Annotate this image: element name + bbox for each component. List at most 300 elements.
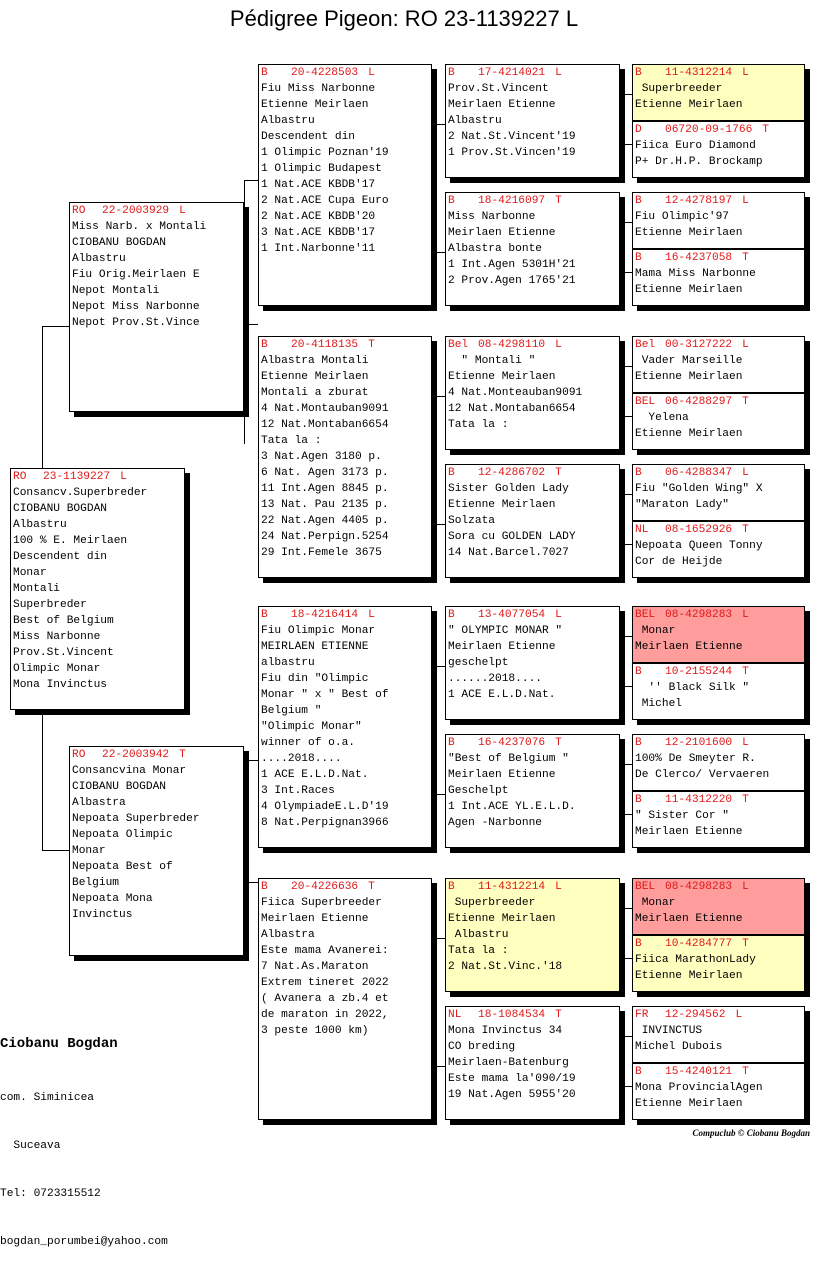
connector-line (244, 324, 245, 444)
info-line: 29 Int.Femele 3675 (261, 547, 382, 559)
country-code: B (261, 339, 268, 351)
info-line: "Olimpic Monar" (261, 721, 362, 733)
ancestor-card (632, 249, 805, 306)
info-line: 12 Nat.Montaban6654 (261, 419, 389, 431)
country-code: NL (448, 1009, 462, 1021)
sire-card (69, 202, 244, 412)
connector-line (620, 764, 632, 765)
ring-header (446, 193, 619, 209)
info-line: 1 Int.Narbonne'11 (261, 243, 376, 255)
connector-line (620, 1036, 632, 1037)
ring-number: 20-4118135 (291, 339, 359, 351)
ring-number: 18-4216097 (478, 195, 546, 207)
info-line: Albastra Montali (261, 355, 369, 367)
info-line: 22 Nat.Agen 4405 p. (261, 515, 389, 527)
country-code: B (635, 67, 642, 79)
sex-marker: T (555, 1009, 562, 1021)
info-line: MEIRLAEN ETIENNE (261, 641, 369, 653)
country-code: B (448, 609, 455, 621)
info-line: Etienne Meirlaen (635, 371, 743, 383)
great-grandparent-card (445, 1006, 620, 1120)
info-line: 2 Prov.Agen 1765'21 (448, 275, 576, 287)
info-line: Tata la : (261, 435, 322, 447)
info-line: 4 Nat.Montauban9091 (261, 403, 389, 415)
grandparent-card (258, 64, 432, 306)
ring-number: 11-4312214 (478, 881, 546, 893)
sex-marker: T (742, 396, 749, 408)
ring-header (633, 337, 804, 353)
info-line: 1 ACE E.L.D.Nat. (448, 689, 556, 701)
connector-line (42, 326, 43, 468)
ring-header (633, 465, 804, 481)
sex-marker: L (555, 881, 562, 893)
ring-header (633, 193, 804, 209)
connector-line (42, 326, 69, 327)
info-line: 2 Nat.St.Vincent'19 (448, 131, 576, 143)
ring-number: 13-4077054 (478, 609, 546, 621)
info-line: Meirlaen Etienne (261, 913, 369, 925)
connector-line (432, 938, 433, 1066)
info-line: 24 Nat.Perpign.5254 (261, 531, 389, 543)
ring-header (70, 203, 243, 219)
info-line: Consancv.Superbreder (13, 487, 148, 499)
country-code: B (635, 938, 642, 950)
sex-marker: T (742, 524, 749, 536)
ring-header (259, 337, 431, 353)
info-line: Descendent din (13, 551, 107, 563)
ring-number: 23-1139227 (43, 471, 111, 483)
owner-address-line: com. Siminicea (0, 1092, 94, 1104)
sex-marker: L (179, 205, 186, 217)
info-line: Albastru (261, 115, 315, 127)
connector-line (42, 710, 43, 850)
info-line: Prov.St.Vincent (13, 647, 114, 659)
sex-marker: T (368, 881, 375, 893)
info-line: Fiu "Golden Wing" X (635, 483, 763, 495)
info-line: Etienne Meirlaen (635, 99, 743, 111)
sex-marker: T (555, 195, 562, 207)
ring-header (633, 936, 804, 952)
info-line: Monar (635, 897, 676, 909)
info-line: Meirlaen-Batenburg (448, 1057, 569, 1069)
info-line: 13 Nat. Pau 2135 p. (261, 499, 389, 511)
country-code: B (448, 737, 455, 749)
country-code: B (635, 467, 642, 479)
ring-number: 12-294562 (665, 1009, 726, 1021)
ring-header (633, 122, 804, 138)
info-line: Prov.St.Vincent (448, 83, 549, 95)
info-line: Superbreder (13, 599, 87, 611)
ring-number: 08-4298283 (665, 881, 733, 893)
great-grandparent-card (445, 878, 620, 992)
ancestor-card (632, 393, 805, 450)
info-line: 1 Olimpic Budapest (261, 163, 382, 175)
dam-card (69, 746, 244, 956)
connector-line (620, 636, 632, 637)
info-line: Nepot Miss Narbonne (72, 301, 200, 313)
info-line: Sora cu GOLDEN LADY (448, 531, 576, 543)
ring-number: 08-4298283 (665, 609, 733, 621)
ring-header (633, 394, 804, 410)
ancestor-card (632, 1063, 805, 1120)
connector-line (620, 1086, 632, 1087)
info-line: Fiu Orig.Meirlaen E (72, 269, 200, 281)
connector-line (620, 222, 632, 223)
ring-number: 17-4214021 (478, 67, 546, 79)
sex-marker: T (742, 794, 749, 806)
ring-header (633, 607, 804, 623)
info-line: 1 Prov.St.Vincen'19 (448, 147, 576, 159)
info-line: Vader Marseille (635, 355, 743, 367)
ring-number: 12-4278197 (665, 195, 733, 207)
connector-line (620, 494, 632, 495)
info-line: Tata la : (448, 419, 509, 431)
sex-marker: L (742, 67, 749, 79)
info-line: CO breding (448, 1041, 516, 1053)
sex-marker: L (120, 471, 127, 483)
sex-marker: T (179, 749, 186, 761)
connector-line (620, 636, 621, 686)
ring-number: 12-2101600 (665, 737, 733, 749)
country-code: RO (13, 471, 27, 483)
sex-marker: T (742, 252, 749, 264)
ring-number: 12-4286702 (478, 467, 546, 479)
ring-header (633, 792, 804, 808)
sex-marker: L (555, 67, 562, 79)
info-line: Extrem tineret 2022 (261, 977, 389, 989)
info-line: Mama Miss Narbonne (635, 268, 756, 280)
sex-marker: L (742, 881, 749, 893)
connector-line (432, 666, 433, 794)
info-line: Fiu Miss Narbonne (261, 83, 376, 95)
info-line: albastru (261, 657, 315, 669)
info-line: "Best of Belgium " (448, 753, 569, 765)
sex-marker: L (742, 195, 749, 207)
connector-line (432, 794, 445, 795)
ring-header (633, 1007, 804, 1023)
great-grandparent-card (445, 64, 620, 178)
sex-marker: T (555, 737, 562, 749)
connector-line (432, 124, 433, 252)
sex-marker: L (742, 339, 749, 351)
info-line: Albastru (72, 253, 126, 265)
info-line: Belgium (72, 877, 119, 889)
country-code: B (635, 794, 642, 806)
info-line: ......2018.... (448, 673, 542, 685)
ancestor-card (632, 878, 805, 935)
ring-header (259, 879, 431, 895)
ring-number: 20-4228503 (291, 67, 359, 79)
ring-number: 11-4312214 (665, 67, 733, 79)
ring-header (446, 337, 619, 353)
info-line: 3 Int.Races (261, 785, 335, 797)
ring-header (446, 607, 619, 623)
sex-marker: L (368, 67, 375, 79)
connector-line (244, 180, 245, 240)
connector-line (620, 814, 632, 815)
country-code: B (635, 666, 642, 678)
info-line: Este mama Avanerei: (261, 945, 389, 957)
ancestor-card (632, 734, 805, 791)
country-code: FR (635, 1009, 649, 1021)
ring-number: 22-2003929 (102, 205, 170, 217)
connector-line (620, 686, 632, 687)
connector-line (620, 94, 621, 144)
info-line: 7 Nat.As.Maraton (261, 961, 369, 973)
info-line: Agen -Narbonne (448, 817, 542, 829)
info-line: Best of Belgium (13, 615, 114, 627)
info-line: Nepoata Mona (72, 893, 153, 905)
info-line: 4 OlympiadeE.L.D'19 (261, 801, 389, 813)
country-code: Bel (635, 339, 656, 351)
country-code: B (261, 609, 268, 621)
connector-line (432, 252, 445, 253)
info-line: 1 Int.Agen 5301H'21 (448, 259, 576, 271)
connector-line (432, 1066, 445, 1067)
connector-line (244, 324, 258, 325)
info-line: 12 Nat.Montaban6654 (448, 403, 576, 415)
ring-header (633, 664, 804, 680)
info-line: CIOBANU BOGDAN (72, 781, 166, 793)
connector-line (244, 822, 245, 882)
country-code: NL (635, 524, 649, 536)
ring-number: 10-2155244 (665, 666, 733, 678)
connector-line (432, 396, 433, 524)
connector-line (620, 544, 632, 545)
ring-header (70, 747, 243, 763)
great-grandparent-card (445, 734, 620, 848)
connector-line (42, 850, 69, 851)
info-line: Meirlaen Etienne (448, 227, 556, 239)
connector-line (620, 958, 632, 959)
ring-header (446, 465, 619, 481)
ring-number: 15-4240121 (665, 1066, 733, 1078)
connector-line (244, 239, 245, 240)
info-line: Albastru (448, 929, 509, 941)
info-line: Meirlaen Etienne (635, 641, 743, 653)
info-line: ( Avanera a zb.4 et (261, 993, 389, 1005)
info-line: Etienne Meirlaen (635, 227, 743, 239)
connector-line (620, 144, 632, 145)
country-code: B (448, 67, 455, 79)
info-line: 2 Nat.ACE KBDB'20 (261, 211, 376, 223)
info-line: Etienne Meirlaen (635, 970, 743, 982)
info-line: Monar (72, 845, 106, 857)
owner-email: bogdan_porumbei@yahoo.com (0, 1236, 168, 1248)
info-line: Geschelpt (448, 785, 509, 797)
info-line: 3 Nat.ACE KBDB'17 (261, 227, 376, 239)
info-line: Meirlaen Etienne (448, 641, 556, 653)
ring-number: 00-3127222 (665, 339, 733, 351)
connector-line (432, 396, 445, 397)
info-line: Montali a zburat (261, 387, 369, 399)
connector-line (620, 416, 632, 417)
ring-header (633, 65, 804, 81)
info-line: " Montali " (448, 355, 536, 367)
info-line: winner of o.a. (261, 737, 355, 749)
connector-line (432, 524, 445, 525)
info-line: 2 Nat.ACE Cupa Euro (261, 195, 389, 207)
info-line: Fiica Superbreeder (261, 897, 382, 909)
info-line: Albastra (72, 797, 126, 809)
sex-marker: T (555, 467, 562, 479)
ring-number: 06-4288297 (665, 396, 733, 408)
info-line: Nepoata Olimpic (72, 829, 173, 841)
info-line: Superbreeder (448, 897, 536, 909)
connector-line (620, 908, 632, 909)
info-line: Fiu din "Olimpic (261, 673, 369, 685)
info-line: CIOBANU BOGDAN (72, 237, 166, 249)
grandparent-card (258, 606, 432, 848)
info-line: Albastra bonte (448, 243, 542, 255)
country-code: B (261, 881, 268, 893)
country-code: D (635, 124, 642, 136)
info-line: 3 peste 1000 km) (261, 1025, 369, 1037)
info-line: Miss Narbonne (13, 631, 101, 643)
country-code: RO (72, 749, 86, 761)
ring-number: 06-4288347 (665, 467, 733, 479)
info-line: Tata la : (448, 945, 509, 957)
info-line: Meirlaen Etienne (448, 99, 556, 111)
sex-marker: L (735, 1009, 743, 1021)
country-code: B (448, 467, 455, 479)
info-line: Sister Golden Lady (448, 483, 569, 495)
ring-number: 06720-09-1766 (665, 124, 753, 136)
info-line: CIOBANU BOGDAN (13, 503, 107, 515)
ancestor-card (632, 64, 805, 121)
info-line: Consancvina Monar (72, 765, 187, 777)
ancestor-card (632, 192, 805, 249)
info-line: geschelpt (448, 657, 509, 669)
info-line: ....2018.... (261, 753, 342, 765)
info-line: 14 Nat.Barcel.7027 (448, 547, 569, 559)
info-line: Miss Narbonne (448, 211, 536, 223)
ancestor-card (632, 464, 805, 521)
connector-line (620, 366, 632, 367)
info-line: Nepot Montali (72, 285, 160, 297)
connector-line (620, 272, 632, 273)
info-line: Belgium " (261, 705, 322, 717)
info-line: Etienne Meirlaen (635, 284, 743, 296)
great-grandparent-card (445, 606, 620, 720)
ring-header (446, 65, 619, 81)
sex-marker: T (368, 339, 375, 351)
info-line: Etienne Meirlaen (448, 499, 556, 511)
connector-line (620, 222, 621, 272)
sex-marker: L (742, 609, 749, 621)
info-line: 1 ACE E.L.D.Nat. (261, 769, 369, 781)
country-code: B (635, 1066, 642, 1078)
info-line: " OLYMPIC MONAR " (448, 625, 563, 637)
country-code: BEL (635, 609, 656, 621)
info-line: Nepot Prov.St.Vince (72, 317, 200, 329)
info-line: Meirlaen Etienne (635, 826, 743, 838)
owner-phone: Tel: 0723315512 (0, 1188, 101, 1200)
info-line: Descendent din (261, 131, 355, 143)
ancestor-card (632, 791, 805, 848)
info-line: Nepoata Best of (72, 861, 173, 873)
country-code: RO (72, 205, 86, 217)
connector-line (244, 760, 258, 761)
info-line: 1 Nat.ACE KBDB'17 (261, 179, 376, 191)
info-line: Albastra (261, 929, 315, 941)
info-line: 11 Int.Agen 8845 p. (261, 483, 389, 495)
sex-marker: L (368, 609, 375, 621)
ancestor-card (632, 521, 805, 578)
ring-header (446, 879, 619, 895)
country-code: B (635, 252, 642, 264)
ancestor-card (632, 606, 805, 663)
country-code: B (448, 195, 455, 207)
info-line: 100 % E. Meirlaen (13, 535, 128, 547)
info-line: " Sister Cor " (635, 810, 729, 822)
sex-marker: L (555, 339, 562, 351)
info-line: 6 Nat. Agen 3173 p. (261, 467, 389, 479)
info-line: 3 Nat.Agen 3180 p. (261, 451, 382, 463)
info-line: Fiu Olimpic'97 (635, 211, 729, 223)
info-line: '' Black Silk " (635, 682, 750, 694)
connector-line (432, 666, 445, 667)
connector-line (432, 938, 445, 939)
info-line: Michel (635, 698, 682, 710)
ring-header (633, 250, 804, 266)
grandparent-card (258, 336, 432, 578)
country-code: BEL (635, 881, 656, 893)
great-grandparent-card (445, 336, 620, 450)
ring-header (633, 522, 804, 538)
country-code: BEL (635, 396, 656, 408)
info-line: De Clerco/ Vervaeren (635, 769, 770, 781)
info-line: Mona Invinctus 34 (448, 1025, 563, 1037)
info-line: Etienne Meirlaen (261, 371, 369, 383)
info-line: Monar " x " Best of (261, 689, 389, 701)
ring-number: 16-4237058 (665, 252, 733, 264)
info-line: Meirlaen Etienne (635, 913, 743, 925)
info-line: 2 Nat.St.Vinc.'18 (448, 961, 563, 973)
sex-marker: L (555, 609, 562, 621)
connector-line (620, 1036, 621, 1086)
ring-header (633, 1064, 804, 1080)
country-code: Bel (448, 339, 469, 351)
info-line: Etienne Meirlaen (448, 371, 556, 383)
info-line: "Maraton Lady" (635, 499, 729, 511)
info-line: Albastru (13, 519, 67, 531)
sex-marker: T (742, 1066, 749, 1078)
info-line: Superbreeder (635, 83, 723, 95)
info-line: 100% De Smeyter R. (635, 753, 756, 765)
ancestor-card (632, 935, 805, 992)
ring-number: 10-4284777 (665, 938, 733, 950)
info-line: Mona Invinctus (13, 679, 107, 691)
info-line: Este mama la'090/19 (448, 1073, 576, 1085)
sex-marker: L (742, 737, 749, 749)
ancestor-card (632, 663, 805, 720)
info-line: Nepoata Superbreder (72, 813, 200, 825)
info-line: Montali (13, 583, 60, 595)
connector-line (244, 882, 258, 883)
ancestor-card (632, 1006, 805, 1063)
country-code: B (635, 195, 642, 207)
connector-line (620, 366, 621, 416)
info-line: Fiica Euro Diamond (635, 140, 756, 152)
owner-city-line: Suceava (0, 1140, 61, 1152)
ancestor-card (632, 121, 805, 178)
info-line: Invinctus (72, 909, 133, 921)
info-line: Etienne Meirlaen (635, 428, 743, 440)
info-line: Fiu Olimpic Monar (261, 625, 376, 637)
ring-number: 08-4298110 (478, 339, 546, 351)
connector-line (244, 180, 258, 181)
